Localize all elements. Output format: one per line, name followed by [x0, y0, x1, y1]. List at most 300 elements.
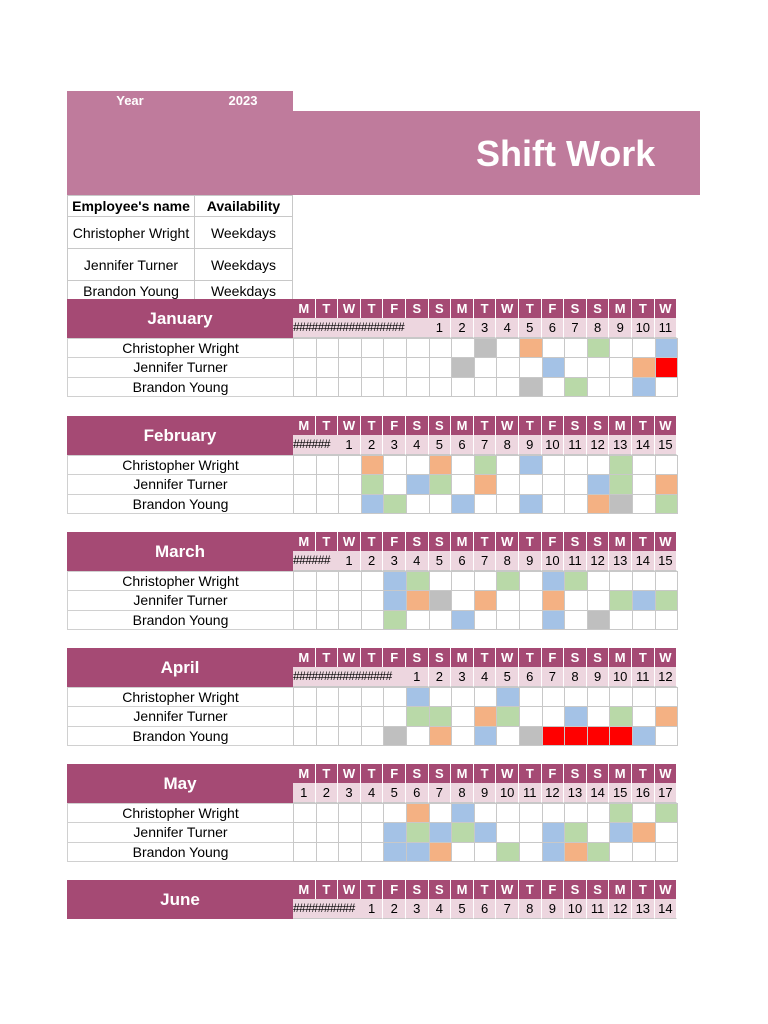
- shift-cell[interactable]: [361, 357, 385, 377]
- shift-cell[interactable]: [632, 803, 656, 823]
- shift-cell[interactable]: [383, 494, 407, 514]
- shift-cell[interactable]: [655, 455, 679, 475]
- shift-cell[interactable]: [383, 822, 407, 842]
- shift-cell[interactable]: [429, 687, 453, 707]
- shift-cell[interactable]: [474, 455, 498, 475]
- shift-cell[interactable]: [293, 455, 317, 475]
- shift-cell[interactable]: [655, 842, 679, 862]
- shift-cell[interactable]: [496, 706, 520, 726]
- shift-cell[interactable]: [519, 455, 543, 475]
- shift-cell[interactable]: [451, 377, 475, 397]
- shift-cell[interactable]: [632, 357, 656, 377]
- day-number: 14: [587, 783, 610, 803]
- day-number: 10: [632, 318, 655, 338]
- day-number: 11: [564, 551, 587, 571]
- shift-cell[interactable]: [383, 687, 407, 707]
- shift-cell[interactable]: [316, 610, 340, 630]
- shift-cell[interactable]: [519, 803, 543, 823]
- shift-cell[interactable]: [587, 687, 611, 707]
- shift-cell[interactable]: [632, 590, 656, 610]
- shift-cell[interactable]: [406, 474, 430, 494]
- shift-cell[interactable]: [293, 822, 317, 842]
- shift-cell[interactable]: [496, 610, 520, 630]
- shift-cell[interactable]: [406, 706, 430, 726]
- shift-cell[interactable]: [383, 610, 407, 630]
- employee-row-name: Jennifer Turner: [67, 357, 293, 377]
- shift-cell[interactable]: [609, 803, 633, 823]
- month-label: June: [67, 880, 293, 919]
- shift-cell[interactable]: [316, 822, 340, 842]
- shift-cell[interactable]: [587, 338, 611, 358]
- day-number: 13: [564, 783, 587, 803]
- shift-cell[interactable]: [361, 494, 385, 514]
- shift-cell[interactable]: [316, 803, 340, 823]
- shift-cell[interactable]: [542, 803, 566, 823]
- weekday-header: W: [655, 880, 678, 899]
- shift-cell[interactable]: [406, 571, 430, 591]
- shift-cell[interactable]: [338, 377, 362, 397]
- shift-cell[interactable]: [406, 494, 430, 514]
- day-number: 7: [474, 551, 497, 571]
- shift-cell[interactable]: [609, 590, 633, 610]
- employee-name-cell[interactable]: Jennifer Turner: [68, 249, 195, 281]
- shift-cell[interactable]: [609, 571, 633, 591]
- weekday-header: T: [316, 880, 339, 899]
- shift-cell[interactable]: [655, 803, 679, 823]
- shift-cell[interactable]: [474, 571, 498, 591]
- shift-cell[interactable]: [632, 842, 656, 862]
- page-title: Shift Work: [476, 133, 656, 174]
- shift-cell[interactable]: [542, 494, 566, 514]
- shift-cell[interactable]: [519, 474, 543, 494]
- shift-cell[interactable]: [542, 357, 566, 377]
- shift-cell[interactable]: [655, 687, 679, 707]
- shift-cell[interactable]: [564, 338, 588, 358]
- shift-cell[interactable]: [383, 571, 407, 591]
- shift-cell[interactable]: [542, 726, 566, 746]
- shift-cell[interactable]: [383, 455, 407, 475]
- shift-cell[interactable]: [542, 590, 566, 610]
- shift-cell[interactable]: [609, 706, 633, 726]
- shift-cell[interactable]: [406, 357, 430, 377]
- shift-cell[interactable]: [361, 338, 385, 358]
- shift-cell[interactable]: [519, 687, 543, 707]
- shift-cell[interactable]: [496, 687, 520, 707]
- shift-cell[interactable]: [383, 590, 407, 610]
- shift-cell[interactable]: [429, 726, 453, 746]
- day-number: 5: [383, 783, 406, 803]
- shift-cell[interactable]: [587, 377, 611, 397]
- shift-cell[interactable]: [496, 338, 520, 358]
- year-label: Year: [116, 93, 144, 108]
- shift-cell[interactable]: [587, 571, 611, 591]
- shift-cell[interactable]: [293, 842, 317, 862]
- shift-cell[interactable]: [383, 357, 407, 377]
- weekday-header: W: [496, 299, 519, 318]
- employee-row-name: Christopher Wright: [67, 338, 293, 358]
- shift-cell[interactable]: [519, 357, 543, 377]
- shift-cell[interactable]: [451, 590, 475, 610]
- shift-cell[interactable]: [609, 687, 633, 707]
- day-number: 5: [451, 899, 474, 919]
- shift-cell[interactable]: [496, 455, 520, 475]
- shift-cell[interactable]: [587, 474, 611, 494]
- shift-cell[interactable]: [316, 338, 340, 358]
- shift-cell[interactable]: [519, 706, 543, 726]
- shift-cell[interactable]: [496, 357, 520, 377]
- availability-cell[interactable]: Weekdays: [195, 281, 293, 301]
- day-number: 4: [406, 551, 429, 571]
- shift-cell[interactable]: [316, 706, 340, 726]
- shift-cell[interactable]: [383, 726, 407, 746]
- shift-cell[interactable]: [451, 610, 475, 630]
- shift-cell[interactable]: [542, 842, 566, 862]
- shift-cell[interactable]: [609, 338, 633, 358]
- shift-cell[interactable]: [429, 338, 453, 358]
- shift-cell[interactable]: [451, 494, 475, 514]
- shift-cell[interactable]: [451, 726, 475, 746]
- shift-cell[interactable]: [474, 687, 498, 707]
- shift-cell[interactable]: [451, 687, 475, 707]
- shift-cell[interactable]: [338, 357, 362, 377]
- shift-cell[interactable]: [519, 726, 543, 746]
- shift-cell[interactable]: [474, 590, 498, 610]
- shift-cell[interactable]: [519, 571, 543, 591]
- title-banner: [67, 111, 700, 195]
- shift-cell[interactable]: [496, 803, 520, 823]
- shift-cell[interactable]: [293, 357, 317, 377]
- shift-cell[interactable]: [316, 590, 340, 610]
- shift-cell[interactable]: [496, 377, 520, 397]
- shift-cell[interactable]: [587, 706, 611, 726]
- shift-cell[interactable]: [542, 474, 566, 494]
- shift-cell[interactable]: [338, 474, 362, 494]
- shift-cell[interactable]: [632, 822, 656, 842]
- shift-cell[interactable]: [542, 338, 566, 358]
- shift-cell[interactable]: [655, 571, 679, 591]
- shift-cell[interactable]: [361, 803, 385, 823]
- shift-cell[interactable]: [429, 474, 453, 494]
- shift-cell[interactable]: [361, 687, 385, 707]
- shift-cell[interactable]: [293, 803, 317, 823]
- shift-cell[interactable]: [429, 455, 453, 475]
- shift-cell[interactable]: [406, 610, 430, 630]
- shift-cell[interactable]: [587, 842, 611, 862]
- shift-cell[interactable]: [406, 842, 430, 862]
- shift-cell[interactable]: [293, 494, 317, 514]
- shift-cell[interactable]: [587, 822, 611, 842]
- shift-cell[interactable]: [519, 610, 543, 630]
- shift-cell[interactable]: [474, 377, 498, 397]
- shift-cell[interactable]: [655, 822, 679, 842]
- shift-cell[interactable]: [609, 726, 633, 746]
- shift-cell[interactable]: [564, 726, 588, 746]
- shift-cell[interactable]: [361, 455, 385, 475]
- shift-cell[interactable]: [338, 610, 362, 630]
- shift-cell[interactable]: [542, 377, 566, 397]
- shift-cell[interactable]: [429, 842, 453, 862]
- shift-cell[interactable]: [564, 357, 588, 377]
- weekday-header: S: [406, 416, 429, 435]
- shift-cell[interactable]: [496, 842, 520, 862]
- shift-cell[interactable]: [474, 357, 498, 377]
- shift-cell[interactable]: [451, 357, 475, 377]
- shift-cell[interactable]: [609, 494, 633, 514]
- shift-cell[interactable]: [451, 822, 475, 842]
- shift-cell[interactable]: [429, 571, 453, 591]
- shift-cell[interactable]: [564, 706, 588, 726]
- shift-cell[interactable]: [429, 822, 453, 842]
- shift-cell[interactable]: [474, 706, 498, 726]
- shift-cell[interactable]: [406, 338, 430, 358]
- shift-cell[interactable]: [519, 494, 543, 514]
- shift-cell[interactable]: [655, 494, 679, 514]
- shift-cell[interactable]: [542, 571, 566, 591]
- employee-row-name: Jennifer Turner: [67, 706, 293, 726]
- shift-cell[interactable]: [293, 338, 317, 358]
- shift-cell[interactable]: [338, 590, 362, 610]
- shift-cell[interactable]: [564, 377, 588, 397]
- shift-cell[interactable]: [316, 357, 340, 377]
- shift-cell[interactable]: [632, 474, 656, 494]
- shift-cell[interactable]: [429, 377, 453, 397]
- shift-cell[interactable]: [519, 842, 543, 862]
- shift-cell[interactable]: [316, 571, 340, 591]
- shift-cell[interactable]: [451, 338, 475, 358]
- weekday-header: T: [519, 648, 542, 667]
- shift-cell[interactable]: [519, 338, 543, 358]
- shift-cell[interactable]: [655, 610, 679, 630]
- shift-cell[interactable]: [429, 494, 453, 514]
- shift-cell[interactable]: [361, 474, 385, 494]
- weekday-header: M: [451, 299, 474, 318]
- shift-cell[interactable]: [587, 494, 611, 514]
- shift-cell[interactable]: [474, 803, 498, 823]
- shift-cell[interactable]: [632, 610, 656, 630]
- shift-cell[interactable]: [564, 571, 588, 591]
- shift-cell[interactable]: [338, 494, 362, 514]
- shift-cell[interactable]: [451, 706, 475, 726]
- shift-cell[interactable]: [587, 590, 611, 610]
- availability-cell[interactable]: Weekdays: [195, 249, 293, 281]
- shift-cell[interactable]: [474, 822, 498, 842]
- shift-cell[interactable]: [564, 610, 588, 630]
- shift-cell[interactable]: [316, 687, 340, 707]
- weekday-header: T: [474, 648, 497, 667]
- shift-cell[interactable]: [564, 590, 588, 610]
- day-number: 2: [429, 667, 452, 687]
- shift-cell[interactable]: [564, 842, 588, 862]
- shift-cell[interactable]: [474, 494, 498, 514]
- shift-cell[interactable]: [564, 474, 588, 494]
- shift-cell[interactable]: [429, 610, 453, 630]
- shift-cell[interactable]: [451, 474, 475, 494]
- shift-cell[interactable]: [293, 590, 317, 610]
- shift-cell[interactable]: [429, 706, 453, 726]
- shift-cell[interactable]: [429, 803, 453, 823]
- shift-cell[interactable]: [519, 590, 543, 610]
- shift-cell[interactable]: [383, 377, 407, 397]
- weekday-header: F: [542, 764, 565, 783]
- shift-cell[interactable]: [338, 842, 362, 862]
- shift-cell[interactable]: [655, 474, 679, 494]
- shift-cell[interactable]: [564, 494, 588, 514]
- availability-cell[interactable]: Weekdays: [195, 217, 293, 249]
- shift-cell[interactable]: [316, 726, 340, 746]
- shift-cell[interactable]: [564, 455, 588, 475]
- shift-cell[interactable]: [451, 803, 475, 823]
- shift-cell[interactable]: [496, 822, 520, 842]
- shift-cell[interactable]: [293, 377, 317, 397]
- shift-cell[interactable]: [338, 455, 362, 475]
- shift-cell[interactable]: [655, 357, 679, 377]
- shift-cell[interactable]: [632, 377, 656, 397]
- shift-cell[interactable]: [361, 822, 385, 842]
- shift-cell[interactable]: [361, 590, 385, 610]
- shift-cell[interactable]: [474, 610, 498, 630]
- shift-cell[interactable]: [609, 610, 633, 630]
- shift-cell[interactable]: [361, 726, 385, 746]
- shift-cell[interactable]: [383, 474, 407, 494]
- shift-cell[interactable]: [655, 726, 679, 746]
- weekday-header: W: [338, 764, 361, 783]
- shift-cell[interactable]: [316, 455, 340, 475]
- employee-name-cell[interactable]: Brandon Young: [68, 281, 195, 301]
- shift-cell[interactable]: [316, 474, 340, 494]
- shift-cell[interactable]: [338, 687, 362, 707]
- shift-cell[interactable]: [361, 377, 385, 397]
- shift-cell[interactable]: [587, 726, 611, 746]
- shift-cell[interactable]: [383, 706, 407, 726]
- shift-cell[interactable]: [587, 455, 611, 475]
- shift-cell[interactable]: [316, 377, 340, 397]
- shift-cell[interactable]: [338, 338, 362, 358]
- shift-cell[interactable]: [564, 803, 588, 823]
- weekday-header: T: [632, 416, 655, 435]
- day-number: 14: [655, 899, 678, 919]
- shift-cell[interactable]: [587, 610, 611, 630]
- shift-cell[interactable]: [542, 610, 566, 630]
- day-number: 4: [496, 318, 519, 338]
- shift-cell[interactable]: [474, 338, 498, 358]
- shift-cell[interactable]: [406, 803, 430, 823]
- shift-cell[interactable]: [383, 842, 407, 862]
- weekday-header: M: [609, 416, 632, 435]
- shift-cell[interactable]: [406, 455, 430, 475]
- shift-cell[interactable]: [316, 842, 340, 862]
- shift-cell[interactable]: [361, 610, 385, 630]
- shift-cell[interactable]: [338, 822, 362, 842]
- shift-cell[interactable]: [338, 706, 362, 726]
- shift-cell[interactable]: [293, 571, 317, 591]
- shift-cell[interactable]: [519, 822, 543, 842]
- shift-cell[interactable]: [655, 706, 679, 726]
- weekday-header: M: [293, 648, 316, 667]
- shift-cell[interactable]: [451, 455, 475, 475]
- shift-cell[interactable]: [406, 377, 430, 397]
- shift-cell[interactable]: [519, 377, 543, 397]
- shift-cell[interactable]: [293, 610, 317, 630]
- day-number: 13: [632, 899, 655, 919]
- shift-cell[interactable]: [655, 590, 679, 610]
- shift-cell[interactable]: [496, 571, 520, 591]
- shift-cell[interactable]: [587, 803, 611, 823]
- shift-cell[interactable]: [542, 687, 566, 707]
- day-number: 15: [655, 435, 678, 455]
- shift-cell[interactable]: [406, 822, 430, 842]
- shift-cell[interactable]: [632, 726, 656, 746]
- day-number: 7: [564, 318, 587, 338]
- shift-cell[interactable]: [451, 571, 475, 591]
- shift-cell[interactable]: [293, 726, 317, 746]
- shift-cell[interactable]: [474, 726, 498, 746]
- shift-cell[interactable]: [609, 842, 633, 862]
- shift-cell[interactable]: [632, 706, 656, 726]
- shift-cell[interactable]: [632, 571, 656, 591]
- shift-cell[interactable]: [338, 571, 362, 591]
- shift-cell[interactable]: [609, 357, 633, 377]
- weekday-header: T: [474, 299, 497, 318]
- shift-cell[interactable]: [383, 338, 407, 358]
- weekday-header: W: [338, 648, 361, 667]
- shift-cell[interactable]: [542, 455, 566, 475]
- shift-cell[interactable]: [293, 474, 317, 494]
- shift-cell[interactable]: [496, 590, 520, 610]
- shift-cell[interactable]: [429, 357, 453, 377]
- shift-cell[interactable]: [609, 377, 633, 397]
- shift-cell[interactable]: [451, 842, 475, 862]
- shift-cell[interactable]: [632, 455, 656, 475]
- shift-cell[interactable]: [496, 474, 520, 494]
- shift-cell[interactable]: [655, 338, 679, 358]
- shift-cell[interactable]: [496, 494, 520, 514]
- shift-cell[interactable]: [406, 687, 430, 707]
- shift-cell[interactable]: [406, 590, 430, 610]
- shift-cell[interactable]: [632, 687, 656, 707]
- shift-cell[interactable]: [293, 687, 317, 707]
- shift-cell[interactable]: [564, 687, 588, 707]
- shift-cell[interactable]: [361, 706, 385, 726]
- shift-cell[interactable]: [609, 474, 633, 494]
- shift-cell[interactable]: [293, 706, 317, 726]
- shift-cell[interactable]: [474, 474, 498, 494]
- shift-cell[interactable]: [655, 377, 679, 397]
- employee-name-cell[interactable]: Christopher Wright: [68, 217, 195, 249]
- shift-cell[interactable]: [542, 822, 566, 842]
- shift-cell[interactable]: [632, 494, 656, 514]
- shift-cell[interactable]: [609, 455, 633, 475]
- shift-cell[interactable]: [383, 803, 407, 823]
- day-number: 9: [519, 551, 542, 571]
- overflow-hash-cell: ################: [293, 667, 406, 687]
- shift-cell[interactable]: [542, 706, 566, 726]
- shift-cell[interactable]: [632, 338, 656, 358]
- shift-cell[interactable]: [609, 822, 633, 842]
- shift-cell[interactable]: [429, 590, 453, 610]
- shift-cell[interactable]: [361, 571, 385, 591]
- year-value[interactable]: 2023: [228, 93, 258, 108]
- shift-cell[interactable]: [406, 726, 430, 746]
- shift-cell[interactable]: [338, 803, 362, 823]
- shift-cell[interactable]: [338, 726, 362, 746]
- shift-cell[interactable]: [361, 842, 385, 862]
- shift-cell[interactable]: [316, 494, 340, 514]
- shift-cell[interactable]: [564, 822, 588, 842]
- shift-cell[interactable]: [474, 842, 498, 862]
- shift-cell[interactable]: [587, 357, 611, 377]
- day-number: 12: [609, 899, 632, 919]
- shift-cell[interactable]: [496, 726, 520, 746]
